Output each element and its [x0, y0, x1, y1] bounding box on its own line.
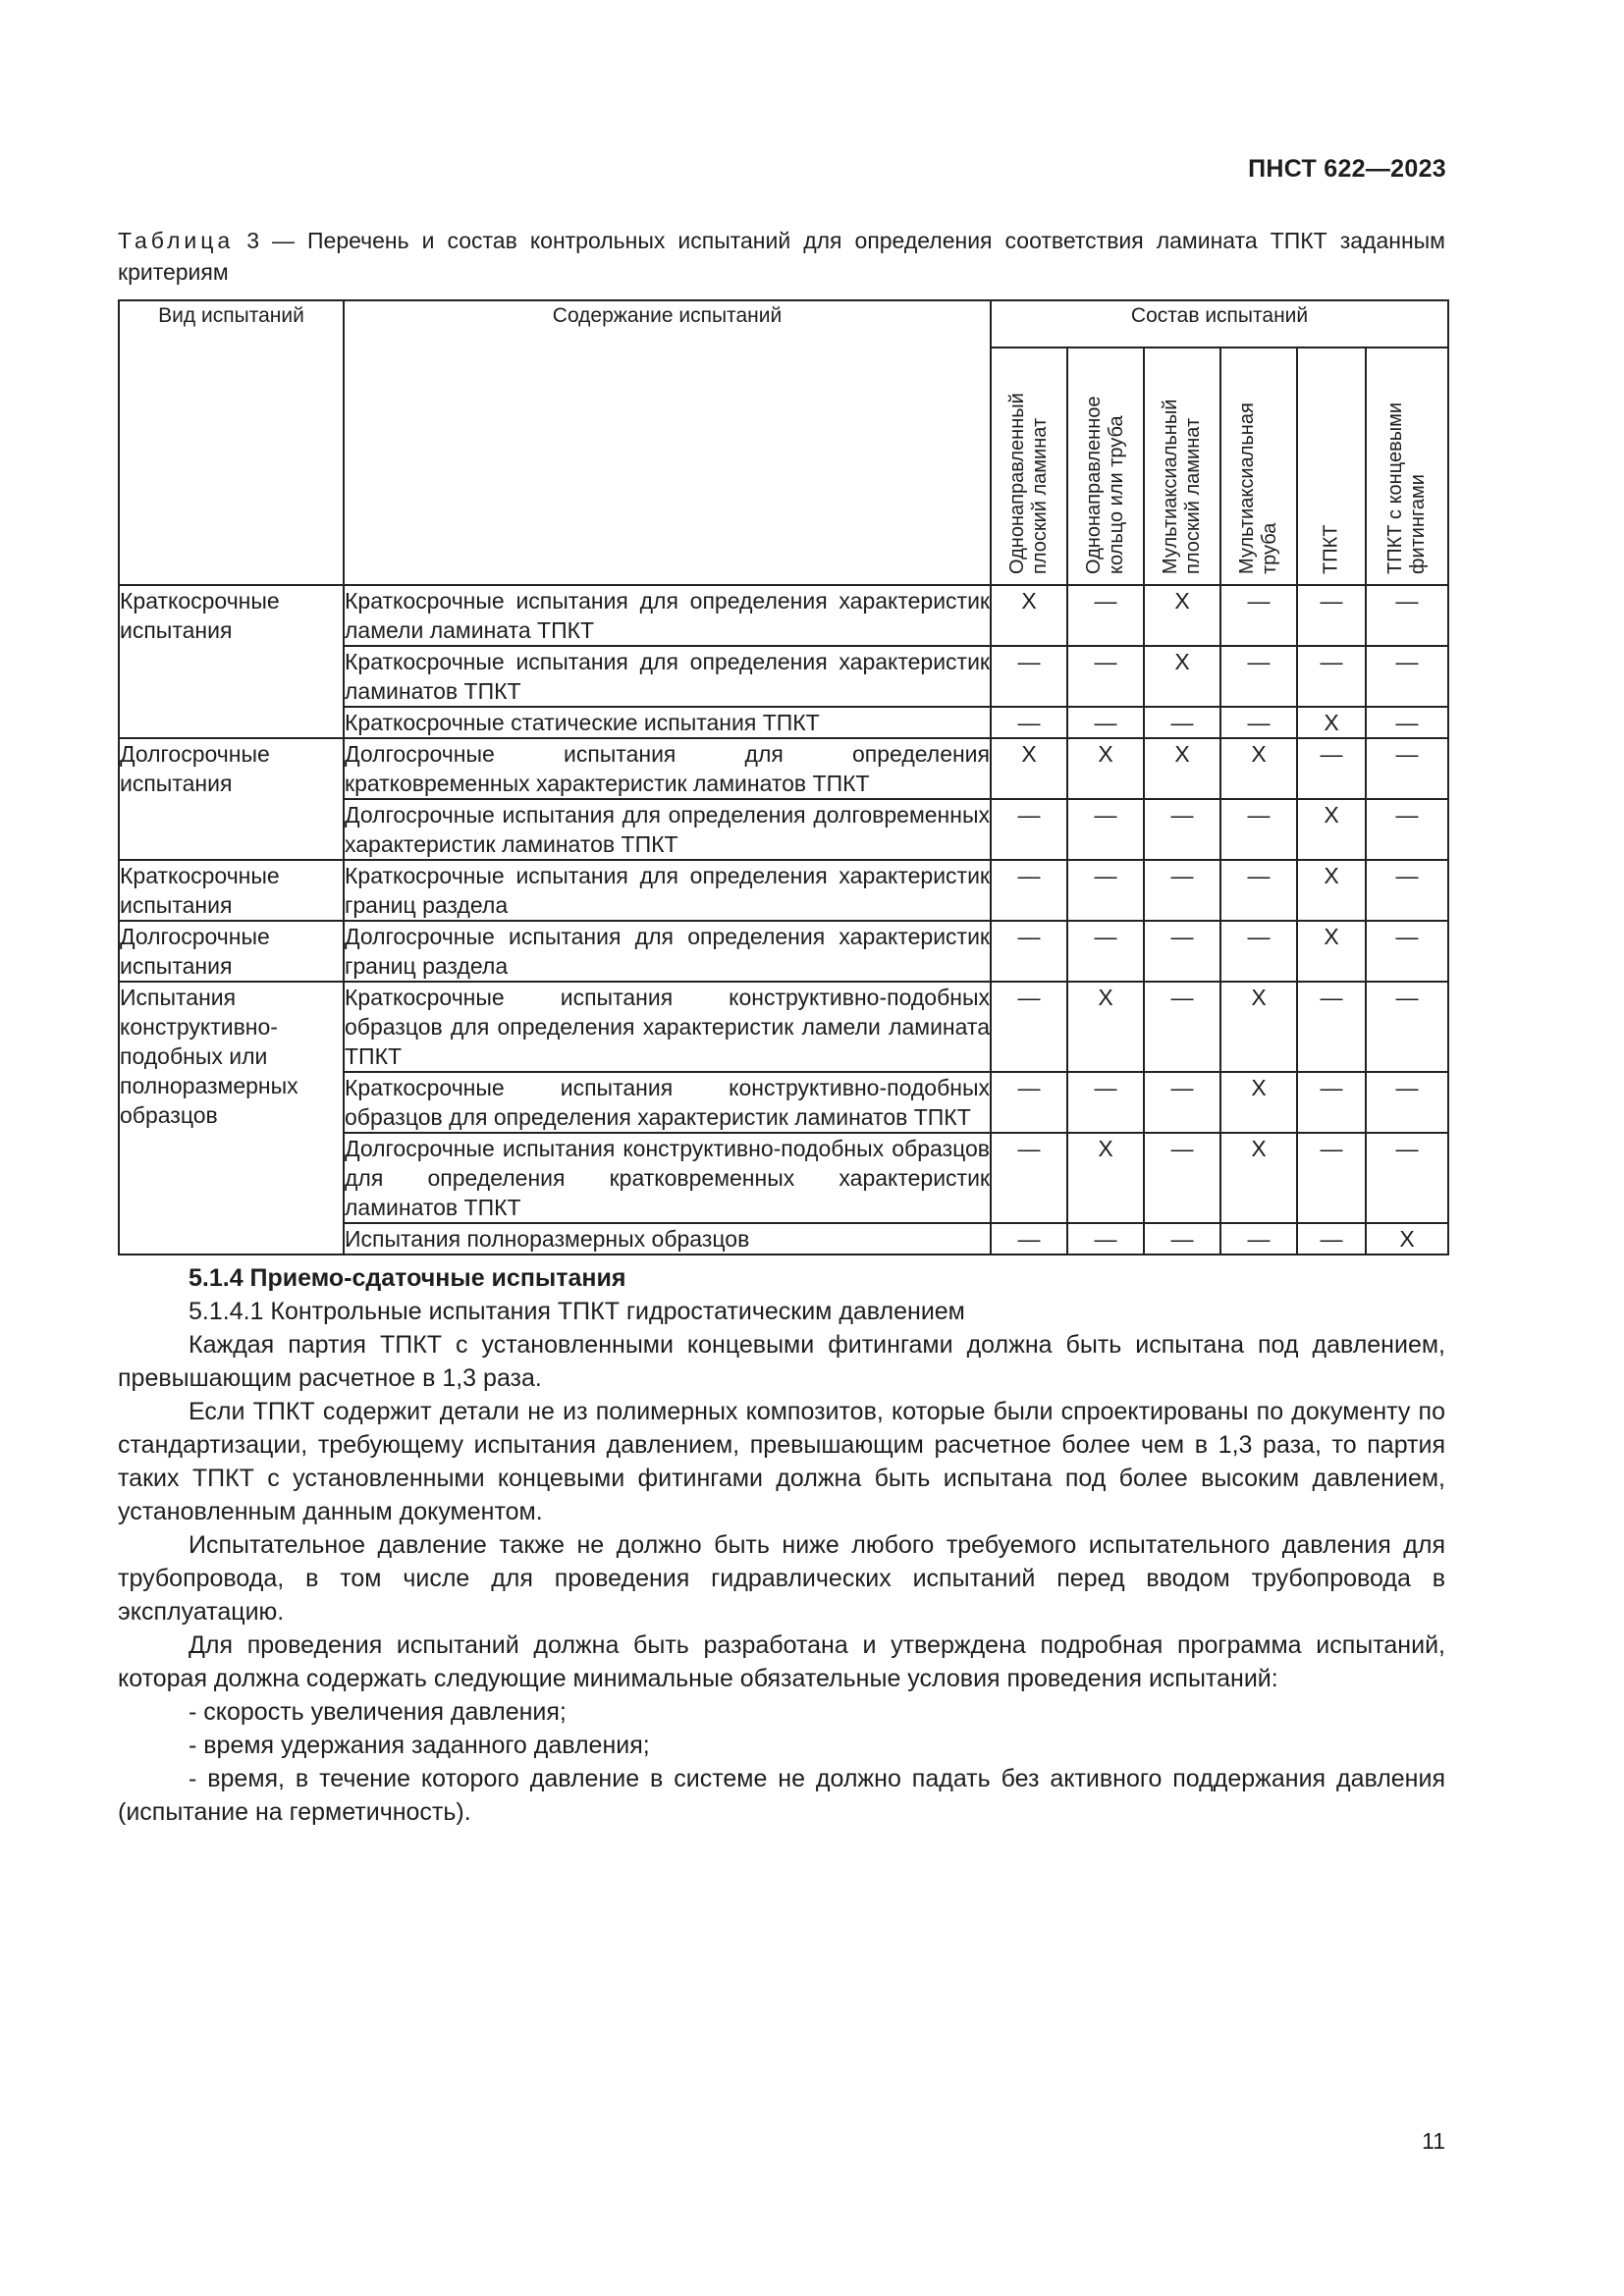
section-paragraph: - время удержания заданного давления; — [189, 1732, 650, 1759]
mark-cell: — — [1366, 1133, 1448, 1223]
section-paragraph: - скорость увеличения давления; — [189, 1698, 567, 1726]
test-content-cell: Краткосрочные испытания конструктивно-подобных образцов для определения характеристик ламинатов ТПКТ — [344, 1072, 991, 1133]
mark-cell: — — [1144, 1133, 1220, 1223]
mark-cell: — — [991, 707, 1067, 738]
mark-cell: X — [1220, 738, 1297, 799]
mark-cell: X — [1220, 982, 1297, 1072]
mark-cell: — — [1067, 1223, 1144, 1255]
mark-cell: — — [1144, 921, 1220, 982]
mark-cell: — — [1366, 738, 1448, 799]
mark-cell: — — [1366, 585, 1448, 646]
mark-cell: X — [1067, 1133, 1144, 1223]
test-content-cell: Долгосрочные испытания для определения кратковременных характеристик ламинатов ТПКТ — [344, 738, 991, 799]
mark-cell: — — [1220, 585, 1297, 646]
test-content-cell: Краткосрочные испытания для определения характеристик ламинатов ТПКТ — [344, 646, 991, 707]
mark-cell: X — [1220, 1133, 1297, 1223]
mark-cell: — — [1366, 1072, 1448, 1133]
mark-cell: — — [1297, 585, 1366, 646]
mark-cell: — — [1067, 860, 1144, 921]
table-row — [119, 921, 1448, 982]
test-kind-cell: Краткосрочные испытания — [119, 585, 344, 738]
header-group: Состав испытаний — [991, 300, 1448, 347]
section-heading: 5.1.4 Приемо-сдаточные испытания — [189, 1264, 626, 1292]
test-content-cell: Краткосрочные статические испытания ТПКТ — [344, 707, 991, 738]
mark-cell: — — [1067, 707, 1144, 738]
section-paragraph: - время, в течение которого давление в системе не должно падать без активного поддержания давления (испытание на герметичность). — [118, 1765, 1445, 1826]
test-kind-cell: Долгосрочные испытания — [119, 738, 344, 860]
mark-cell: — — [991, 982, 1067, 1072]
section-paragraph: Испытательное давление также не должно быть ниже любого требуемого испытательного давления для трубопровода, в том числе для проведения гидравлических испытаний перед вводом трубопровода в эксплуатацию. — [118, 1531, 1445, 1626]
test-content-cell: Краткосрочные испытания для определения характеристик ламели ламината ТПКТ — [344, 585, 991, 646]
mark-cell: — — [1366, 921, 1448, 982]
acceptance-tests-section — [118, 1261, 1445, 1829]
mark-cell: — — [1220, 860, 1297, 921]
mark-cell: X — [991, 585, 1067, 646]
mark-cell: — — [991, 646, 1067, 707]
mark-cell: — — [1067, 921, 1144, 982]
mark-cell: X — [1067, 982, 1144, 1072]
mark-cell: — — [991, 860, 1067, 921]
subheader-col-1: Однонаправленный плоский ламинат — [991, 347, 1067, 585]
section-paragraph: 5.1.4.1 Контрольные испытания ТПКТ гидростатическим давлением — [189, 1298, 965, 1325]
subheader-col-4: Мультиаксиальная труба — [1220, 347, 1297, 585]
mark-cell: — — [1220, 707, 1297, 738]
mark-cell: — — [1297, 646, 1366, 707]
mark-cell: X — [1297, 921, 1366, 982]
test-content-cell: Долгосрочные испытания для определения характеристик границ раздела — [344, 921, 991, 982]
subheader-col-2: Однонаправленное кольцо или труба — [1067, 347, 1144, 585]
table-caption-text: 3 — Перечень и состав контрольных испытаний для определения соответствия ламината ТПКТ заданным критериям — [118, 228, 1445, 285]
page-number: 11 — [1422, 2128, 1445, 2154]
mark-cell: — — [1144, 799, 1220, 860]
test-kind-cell: Долгосрочные испытания — [119, 921, 344, 982]
mark-cell: — — [991, 799, 1067, 860]
header-kind: Вид испытаний — [119, 300, 344, 585]
mark-cell: — — [1220, 1223, 1297, 1255]
mark-cell: X — [1067, 738, 1144, 799]
section-paragraph: Если ТПКТ содержит детали не из полимерных композитов, которые были спроектированы по документу по стандартизации, требующему испытания давлением, превышающим расчетное более чем в 1,3 раза, то партия таких ТПКТ с установленными концевыми фитингами должна быть испытана под более высоким давлением, установленным данным документом. — [118, 1398, 1445, 1525]
mark-cell: — — [1144, 982, 1220, 1072]
document-code: ПНСТ 622—2023 — [1248, 155, 1446, 183]
mark-cell: — — [1220, 799, 1297, 860]
mark-cell: — — [1220, 646, 1297, 707]
test-content-cell: Краткосрочные испытания конструктивно-подобных образцов для определения характеристик ламели ламината ТПКТ — [344, 982, 991, 1072]
mark-cell: — — [1366, 799, 1448, 860]
mark-cell: — — [1297, 1223, 1366, 1255]
test-content-cell: Краткосрочные испытания для определения характеристик границ раздела — [344, 860, 991, 921]
mark-cell: X — [1297, 707, 1366, 738]
mark-cell: — — [1297, 1133, 1366, 1223]
header-content: Содержание испытаний — [344, 300, 991, 585]
test-kind-cell: Испытания конструктивно-подобных или полноразмерных образцов — [119, 982, 344, 1255]
table-row — [119, 585, 1448, 646]
table-caption — [118, 225, 1445, 288]
mark-cell: — — [1067, 799, 1144, 860]
mark-cell: — — [991, 921, 1067, 982]
table-caption-label: Таблица — [118, 228, 235, 253]
table-row — [119, 860, 1448, 921]
table-row — [119, 738, 1448, 799]
mark-cell: — — [1144, 1072, 1220, 1133]
mark-cell: X — [991, 738, 1067, 799]
mark-cell: X — [1297, 799, 1366, 860]
table-row — [119, 982, 1448, 1072]
mark-cell: X — [1297, 860, 1366, 921]
tests-table — [118, 299, 1449, 1255]
test-kind-cell: Краткосрочные испытания — [119, 860, 344, 921]
mark-cell: — — [1366, 707, 1448, 738]
mark-cell: — — [1067, 646, 1144, 707]
test-content-cell: Испытания полноразмерных образцов — [344, 1223, 991, 1255]
mark-cell: — — [991, 1223, 1067, 1255]
mark-cell: — — [1366, 860, 1448, 921]
mark-cell: — — [1297, 982, 1366, 1072]
mark-cell: — — [1144, 1223, 1220, 1255]
mark-cell: — — [1297, 1072, 1366, 1133]
mark-cell: X — [1144, 646, 1220, 707]
mark-cell: X — [1144, 585, 1220, 646]
mark-cell: — — [1144, 707, 1220, 738]
mark-cell: X — [1366, 1223, 1448, 1255]
mark-cell: — — [1144, 860, 1220, 921]
mark-cell: — — [1220, 921, 1297, 982]
test-content-cell: Долгосрочные испытания для определения долговременных характеристик ламинатов ТПКТ — [344, 799, 991, 860]
mark-cell: — — [991, 1072, 1067, 1133]
subheader-col-5: ТПКТ — [1297, 347, 1366, 585]
test-content-cell: Долгосрочные испытания конструктивно-подобных образцов для определения кратковременных характеристик ламинатов ТПКТ — [344, 1133, 991, 1223]
mark-cell: X — [1144, 738, 1220, 799]
subheader-col-6: ТПКТ с концевыми фитингами — [1366, 347, 1448, 585]
mark-cell: — — [1067, 585, 1144, 646]
section-paragraph: Для проведения испытаний должна быть разработана и утверждена подробная программа испытаний, которая должна содержать следующие минимальные обязательные условия проведения испытаний: — [118, 1631, 1445, 1692]
mark-cell: — — [991, 1133, 1067, 1223]
section-paragraph: Каждая партия ТПКТ с установленными концевыми фитингами должна быть испытана под давлением, превышающим расчетное в 1,3 раза. — [118, 1331, 1445, 1392]
mark-cell: X — [1220, 1072, 1297, 1133]
mark-cell: — — [1366, 646, 1448, 707]
mark-cell: — — [1067, 1072, 1144, 1133]
mark-cell: — — [1297, 738, 1366, 799]
subheader-col-3: Мультиаксиальный плоский ламинат — [1144, 347, 1220, 585]
mark-cell: — — [1366, 982, 1448, 1072]
